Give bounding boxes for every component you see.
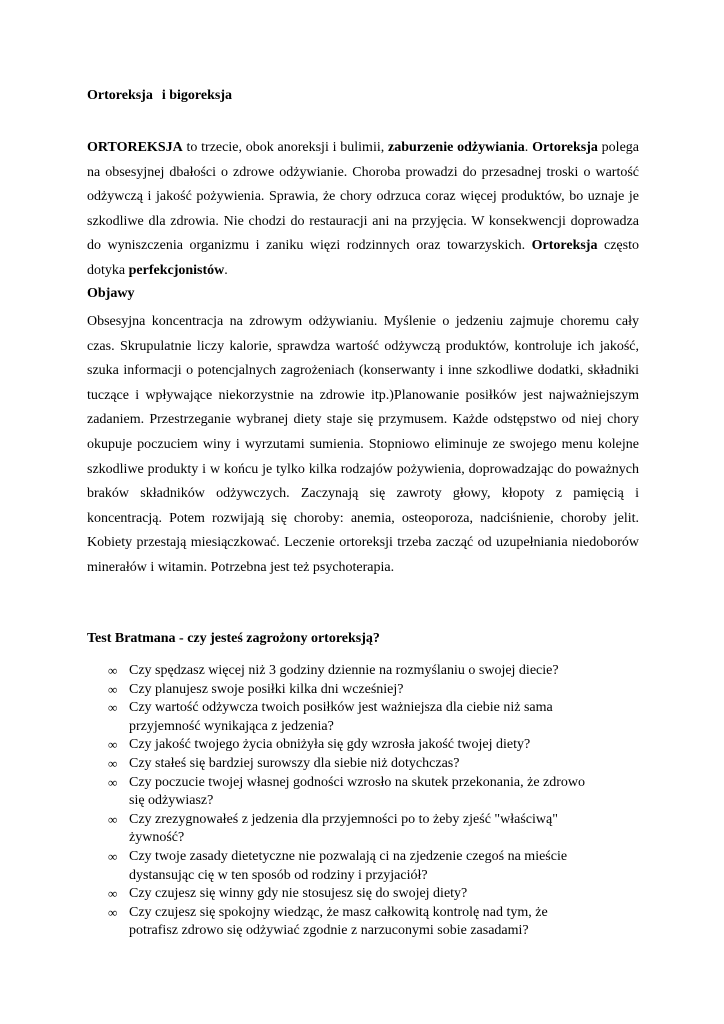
question-text: Czy poczucie twojej własnej godności wzrosło na skutek przekonania, że zdrowo się odżywiasz? <box>129 774 586 809</box>
intro-paragraph <box>87 136 639 284</box>
list-item <box>108 904 588 941</box>
objawy-paragraph: Obsesyjna koncentracja na zdrowym odżywianiu. Myślenie o jedzeniu zajmuje choremu cały czas. Skrupulatnie liczy kalorie, sprawdza wartość odżywczą produktów, kontroluje ich jakość, szuka informacji o potencjalnych zagrożeniach (konserwanty i inne szkodliwe dodatki, składniki tuczące i wpływające niekorzystnie na zdrowie itp.)Planowanie posiłków jest najważniejszym zadaniem. Przestrzeganie wybranej diety staje się przymusem. Każde odstępstwo od niej chory okupuje poczuciem winy i wyrzutami sumienia. Stopniowo eliminuje ze swojego menu kolejne szkodliwe produkty i w końcu je tylko kilka rodzajów pożywienia, doprowadzając do poważnych braków składników odżywczych. Zaczynają się zawroty głowy, kłopoty z pamięcią i koncentracją. Potem rozwijają się choroby: anemia, osteoporoza, nadciśnienie, choroby jelit. Kobiety przestają miesiączkować. Leczenie ortoreksji trzeba zacząć od uzupełniania niedoborów minerałów i witamin. Potrzebna jest też psychoterapia. <box>87 314 639 575</box>
term-zaburzenie: zaburzenie odżywiania <box>388 140 525 155</box>
bullet-icon: ∞ <box>108 755 118 771</box>
list-item <box>108 699 588 736</box>
title-part-1: Ortoreksja <box>87 88 153 103</box>
list-item <box>108 774 588 811</box>
intro-text-2: . <box>524 140 533 155</box>
bullet-icon: ∞ <box>108 811 118 827</box>
question-text: Czy czujesz się spokojny wiedząc, że masz całkowitą kontrolę nad tym, że potrafisz zdrowo się odżywiać zgodnie z narzuconymi sobie zasadami? <box>129 904 548 939</box>
question-text: Czy stałeś się bardziej surowszy dla siebie niż dotychczas? <box>129 755 460 771</box>
question-text: Czy wartość odżywcza twoich posiłków jest ważniejsza dla ciebie niż sama przyjemność wynikająca z jedzenia? <box>129 700 553 734</box>
test-question-list <box>108 662 588 941</box>
list-item <box>108 885 588 904</box>
term-ortoreksja-caps: ORTOREKSJA <box>87 140 183 155</box>
list-item <box>108 848 588 885</box>
term-perfekcjonistow: perfekcjonistów <box>128 262 225 278</box>
bullet-icon: ∞ <box>108 681 118 697</box>
question-text: Czy twoje zasady dietetyczne nie pozwalają ci na zjedzenie czegoś na mieście dystansując cię w ten sposób od rodziny i przyjaciół? <box>129 848 568 883</box>
question-text: Czy czujesz się winny gdy nie stosujesz się do swojej diety? <box>129 886 468 902</box>
question-text: Czy planujesz swoje posiłki kilka dni wcześniej? <box>129 681 404 697</box>
list-item <box>108 681 588 700</box>
bullet-icon: ∞ <box>108 848 118 864</box>
test-heading: Test Bratmana - czy jesteś zagrożony ortoreksją? <box>87 631 380 646</box>
list-item <box>108 736 588 755</box>
bullet-icon: ∞ <box>108 663 118 678</box>
question-text: Czy spędzasz więcej niż 3 godziny dziennie na rozmyślaniu o swojej diecie? <box>129 663 559 678</box>
question-text: Czy zrezygnowałeś z jedzenia dla przyjemności po to żeby zjeść "właściwą" żywność? <box>129 811 558 846</box>
title-part-2: i bigoreksja <box>161 88 232 103</box>
question-text: Czy jakość twojego życia obniżyła się gdy wzrosła jakość twojej diety? <box>129 737 531 753</box>
term-ortoreksja-2: Ortoreksja <box>531 238 598 254</box>
bullet-icon: ∞ <box>108 886 118 902</box>
bullet-icon: ∞ <box>108 737 118 753</box>
bullet-icon: ∞ <box>108 904 118 920</box>
list-item <box>108 662 588 681</box>
intro-text-4: często dotyka <box>87 238 639 278</box>
list-item <box>108 755 588 774</box>
intro-text-3: polega na obsesyjnej dbałości o zdrowe odżywianie. Choroba prowadzi do przesadnej troski o wartość odżywczą i jakość pożywienia. Sprawia, że chory odrzuca coraz więcej produktów, bo uznaje je szkodliwe dla zdrowia. Nie chodzi do restauracji ani na przyjęcia. W konsekwencji doprowadza do wyniszczenia organizmu i zaniku więzi rodzinnych oraz towarzyskich. <box>87 140 640 254</box>
bullet-icon: ∞ <box>108 774 118 790</box>
page-title <box>87 88 232 104</box>
bullet-icon: ∞ <box>108 700 118 716</box>
intro-text-1: to trzecie, obok anoreksji i bulimii, <box>182 140 388 155</box>
objawy-heading: Objawy <box>87 286 135 301</box>
intro-text-5: . <box>224 262 228 278</box>
term-ortoreksja-1: Ortoreksja <box>532 140 598 155</box>
list-item <box>108 811 588 848</box>
